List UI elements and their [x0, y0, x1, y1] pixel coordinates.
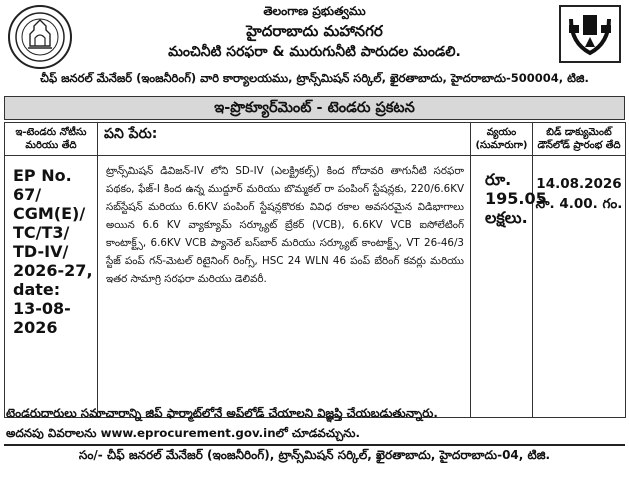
government-name: తెలంగాణ ప్రభుత్వము — [263, 4, 366, 18]
header-download-date: బిడ్ డాక్యుమెంట్ డౌన్‌లోడ్ ప్రారంభ తేది — [533, 123, 626, 156]
header-notice-date: ఇ-టెండరు నోటీసు మరియు తేది — [5, 123, 98, 156]
table-row — [5, 156, 626, 418]
board-name: మంచినీటి సరఫరా & మురుగునీటి పారుదల మండలి. — [168, 44, 461, 60]
download-time: సా. 4.00. గం. — [535, 196, 623, 212]
table-header-row — [5, 123, 626, 156]
upload-instruction: టెండరుదారులు సమాచారాన్ని జిప్ ఫార్మాట్‌లోనే అప్‌లోడ్ చేయాలని విజ్ఞప్తి చేయబడుతున్నారు. — [6, 406, 438, 420]
divider — [4, 444, 625, 446]
telangana-emblem-icon — [8, 5, 72, 69]
download-date: 14.08.2026 — [536, 176, 622, 192]
estimated-cost: రూ. 195.05 లక్షలు. — [471, 156, 533, 418]
eprocurement-link[interactable]: www.eprocurement.gov.in — [100, 426, 276, 440]
tender-notice-number: EP No. 67/ CGM(E)/ TC/T3/ TD-IV/ 2026-27, date: 13-08-2026 — [5, 156, 98, 418]
signature-line: సం/- చీఫ్ జనరల్ మేనేజర్ (ఇంజనీరింగ్), ట్రాన్స్‌మిషన్ సర్కిల్, ఖైరతాబాదు, హైదరాబాదు-04, టిజి. — [78, 448, 551, 462]
city-name: హైదరాబాదు మహానగర — [246, 22, 383, 40]
water-board-logo-icon — [559, 5, 621, 63]
notice-title: ఇ-ప్రొక్యూర్‌మెంట్ - టెండరు ప్రకటన — [4, 96, 625, 120]
header-cost: వ్యయం (సుమారుగా) — [471, 123, 533, 156]
more-details: అదనపు వివరాలను www.eprocurement.gov.inలో చూడవచ్చును. — [6, 426, 360, 440]
office-address: చీఫ్ జనరల్ మేనేజర్ (ఇంజనీరింగ్) వారి కార్యాలయము, ట్రాన్స్‌మిషన్ సర్కిల్, ఖైరతాబాదు, హైదరాబాదు-500004, టిజి. — [40, 71, 589, 85]
work-description: ట్రాన్స్‌మిషన్ డివిజన్-IV లోని SD-IV (ఎలక్ట్రికల్స్) కింద గోదావరి తాగునీటి సరఫరా పథకం, ఫేజ్-I కింద ఉన్న ముద్దూర్ మరియు బొమ్మకల్ రా పంపింగ్ స్టేషన్లకు, 220/6.6KV సబ్‌స్టేషన్ మరియు 6.6KV పంపింగ్ స్టేషన్లకొరకు వివిధ రకాల అవసరమైన విడిభాగాలు అయిన 6.6 KV వ్యాక్యూమ్ సర్క్యూట్ బ్రేకర్ (VCB), 6.6KV VCB ఐసోలేటింగ్ కాంటాక్ట్స్, 6.6KV VCB ప్యానెల్ బస్‌బార్ మరియు సర్క్యూట్ కాంటాక్ట్స్, VT 26-46/3 స్టేజ్ పంప్ గన్-మెటల్ రిటైనింగ్ రింగ్స్, HSC 24 WLN 46 పంప్ బేరింగ్ కవర్లు మరియు ఇతర సామాగ్రి సరఫరా మరియు డెలివరీ. — [98, 156, 471, 418]
download-start — [533, 156, 626, 418]
instructions — [6, 403, 623, 443]
tender-table — [4, 122, 626, 418]
header-work-name: పని పేరు: — [98, 123, 471, 156]
